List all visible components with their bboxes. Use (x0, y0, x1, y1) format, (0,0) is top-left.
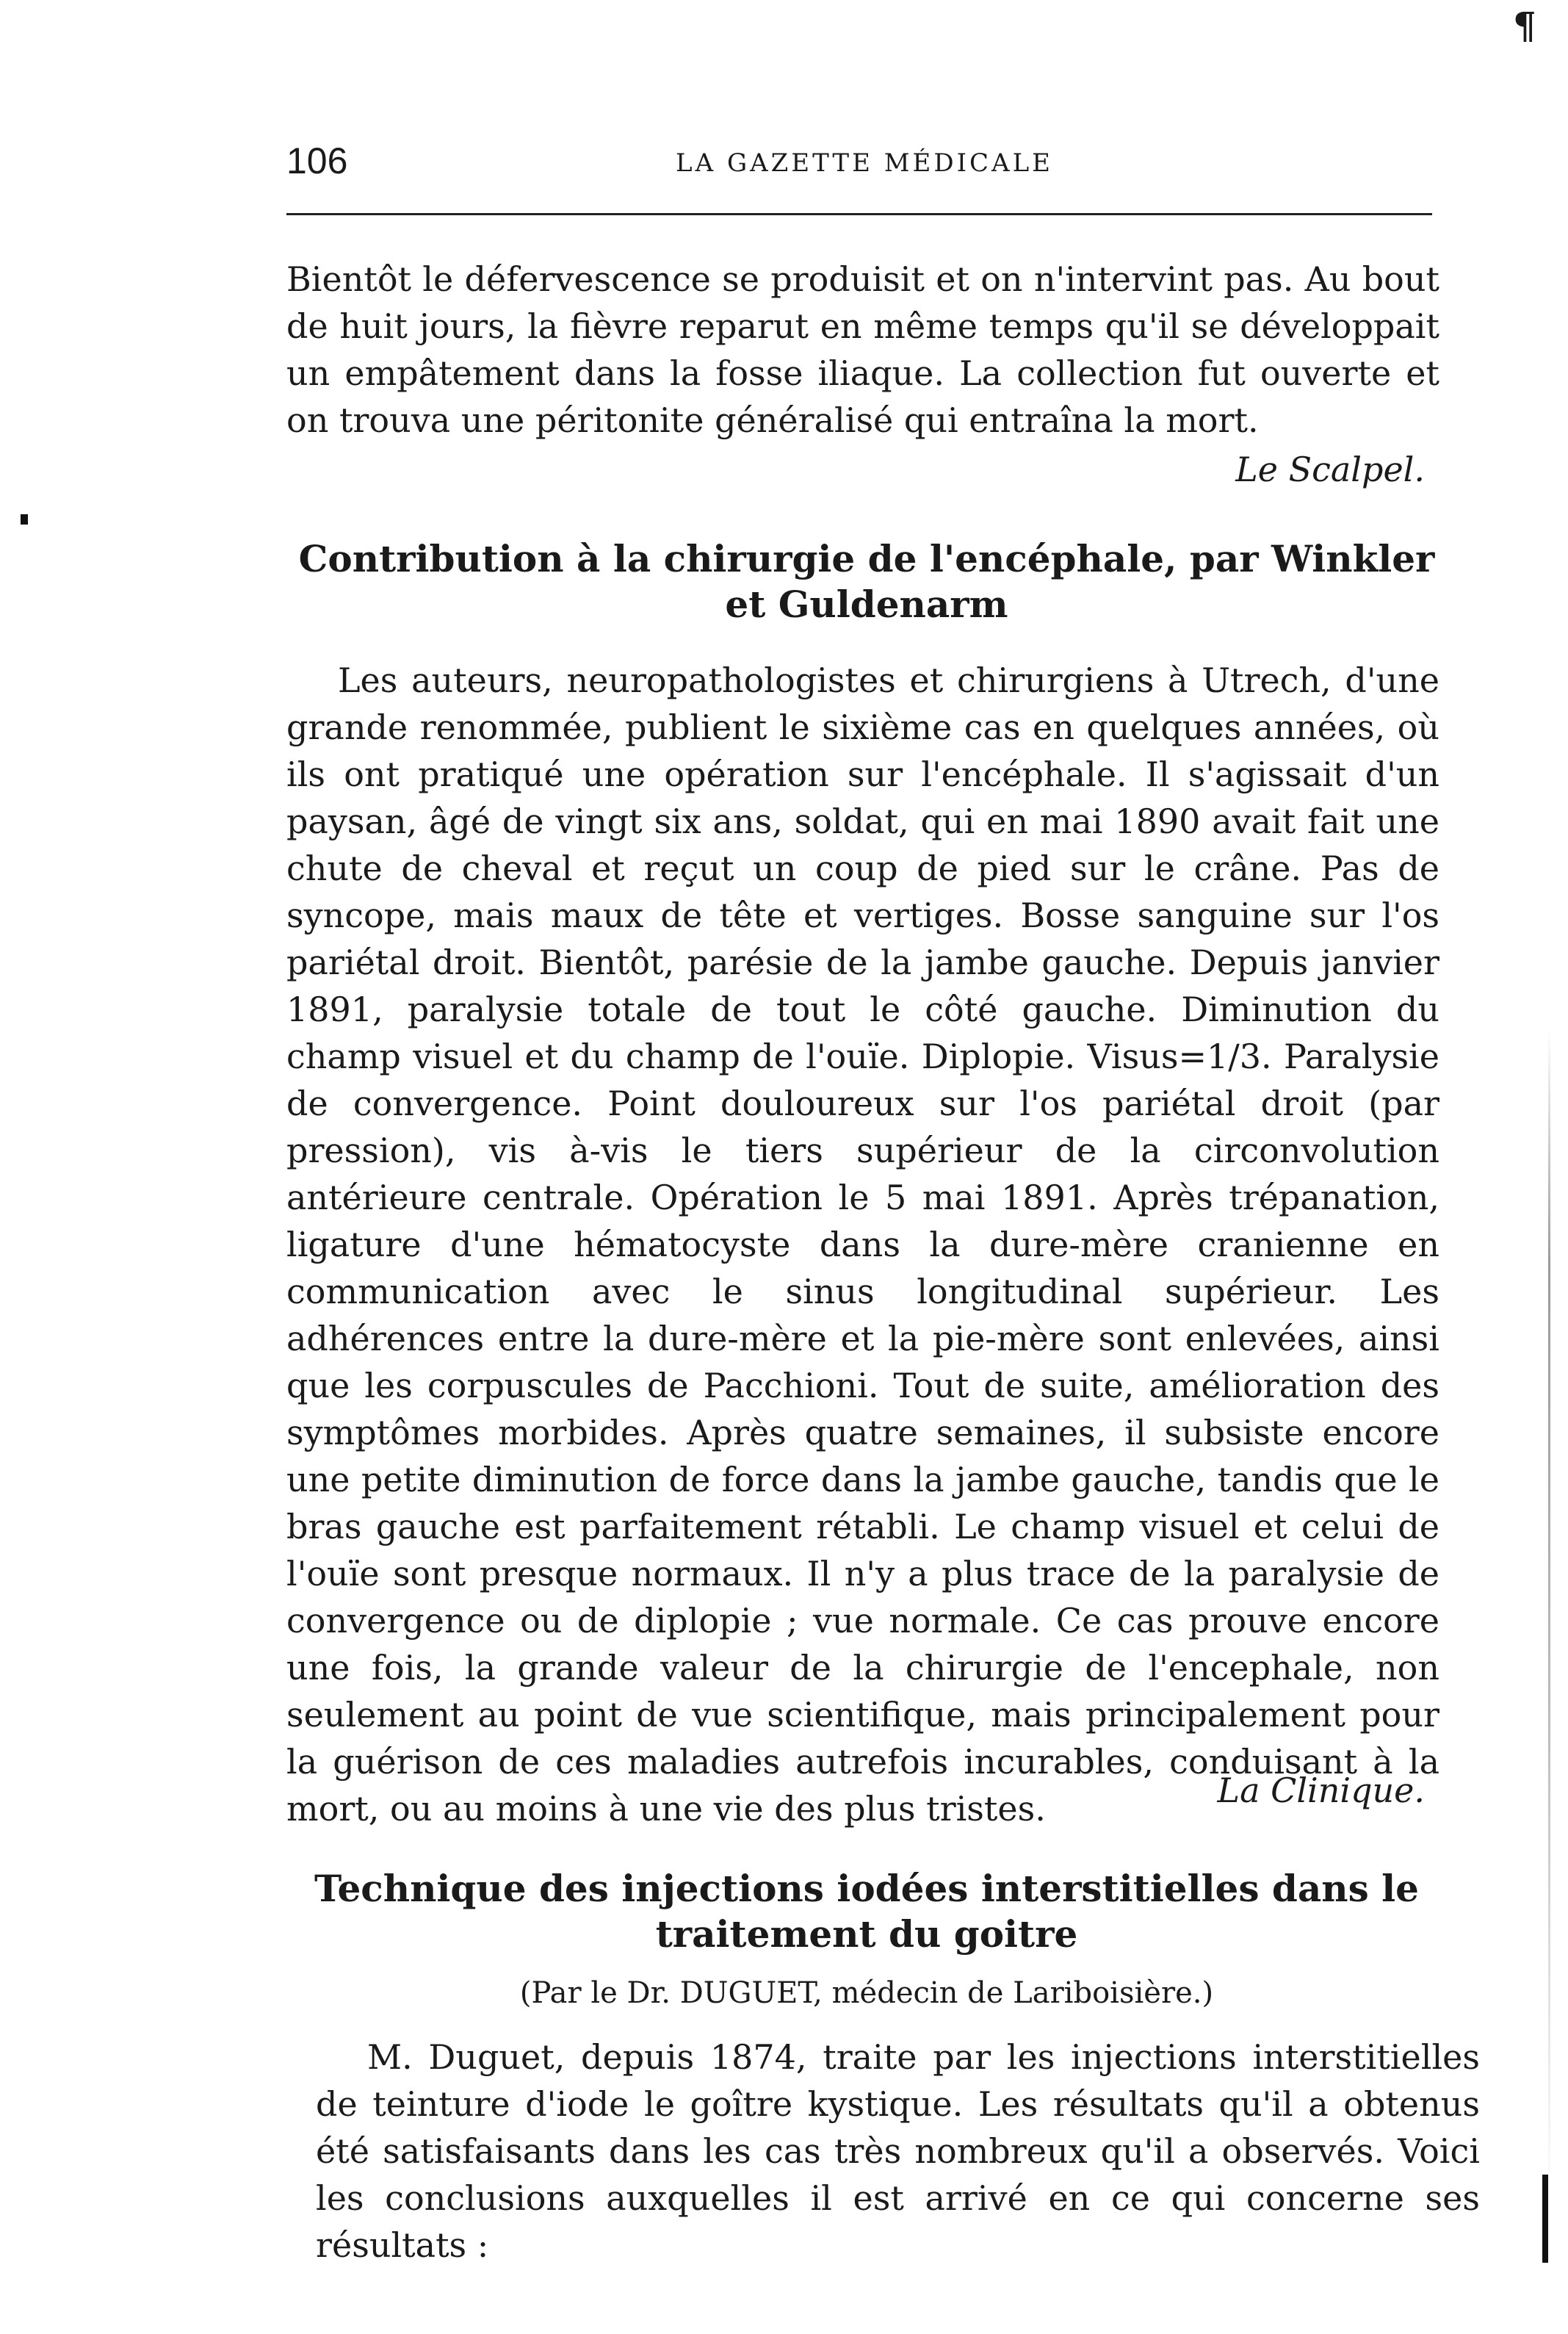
section1-paragraph: Bientôt le défervescence se produisit et on n'intervint pas. Au bout de huit jours, la fièvre reparut en même temps qu'il se développait un empâtement dans la fosse iliaque. La collection fut ouverte et on trouva une péritonite généralisé qui entraîna la mort. (286, 259, 1439, 440)
binding-mark (1542, 2175, 1548, 2263)
page-number: 106 (286, 140, 348, 181)
section2-heading: Contribution à la chirurgie de l'encéphale, par Winkler et Guldenarm (298, 537, 1435, 626)
corner-mark: ¶ (1513, 4, 1536, 47)
section2-paragraph: Les auteurs, neuropathologistes et chirurgiens à Utrech, d'une grande renommée, publient le sixième cas en quelques années, où ils ont pratiqué une opération sur l'encéphale. Il s'agissait d'un paysan, âgé de vingt six ans, soldat, qui en mai 1890 avait fait une chute de cheval et reçut un coup de pied sur le crâne. Pas de syncope, mais maux de tête et vertiges. Bosse sanguine sur l'os pariétal droit. Bientôt, parésie de la jambe gauche. Depuis janvier 1891, paralysie totale de tout le côté gauche. Diminution du champ visuel et du champ de l'ouïe. Diplopie. Visus=1/3. Paralysie de convergence. Point douloureux sur l'os pariétal droit (par pression), vis à-vis le tiers supérieur de la circonvolution antérieure centrale. Opération le 5 mai 1891. Après trépanation, ligature d'une hématocyste dans la dure-mère cranienne en communication avec le sinus longitudinal supérieur. Les adhérences entre la dure-mère et la pie-mère sont enlevées, ainsi que les corpuscules de Pacchioni. Tout de suite, amélioration des symptômes morbides. Après quatre semaines, il subsiste encore une petite diminution de force dans la jambe gauche, tandis que le bras gauche est parfaitement rétabli. Le champ visuel et celui de l'ouïe sont presque normaux. Il n'y a plus trace de la paralysie de convergence ou de diplopie ; vue normale. Ce cas prouve encore une fois, la grande valeur de la chirurgie de l'encephale, non seulement au point de vue scientifique, mais principalement pour la guérison de ces maladies autrefois incurables, conduisant à la mort, ou au moins à une vie des plus tristes. (286, 660, 1439, 1829)
section2-source: La Clinique. (1217, 1771, 1425, 1810)
page-header (286, 140, 1432, 184)
section3-heading: Technique des injections iodées interstitielles dans le traitement du goitre (314, 1867, 1419, 1956)
section3-body (316, 2034, 1480, 2269)
section3-paragraph: M. Duguet, depuis 1874, traite par les injections interstitielles de teinture d'iode le goître kystique. Les résultats qu'il a obtenus été satisfaisants dans les cas très nombreux qu'il a observés. Voici les conclusions auxquelles il est arrivé en ce qui concerne ses résultats : (316, 2037, 1480, 2265)
margin-speck (21, 514, 28, 525)
binding-shadow (1548, 1029, 1550, 2204)
section1-source: Le Scalpel. (1235, 450, 1425, 489)
header-rule (286, 213, 1432, 215)
section2-body (286, 657, 1439, 1832)
running-title: LA GAZETTE MÉDICALE (676, 148, 1053, 178)
section3-byline: (Par le Dr. DUGUET, médecin de Lariboisière.) (519, 1976, 1214, 2010)
section1-body (286, 256, 1439, 444)
